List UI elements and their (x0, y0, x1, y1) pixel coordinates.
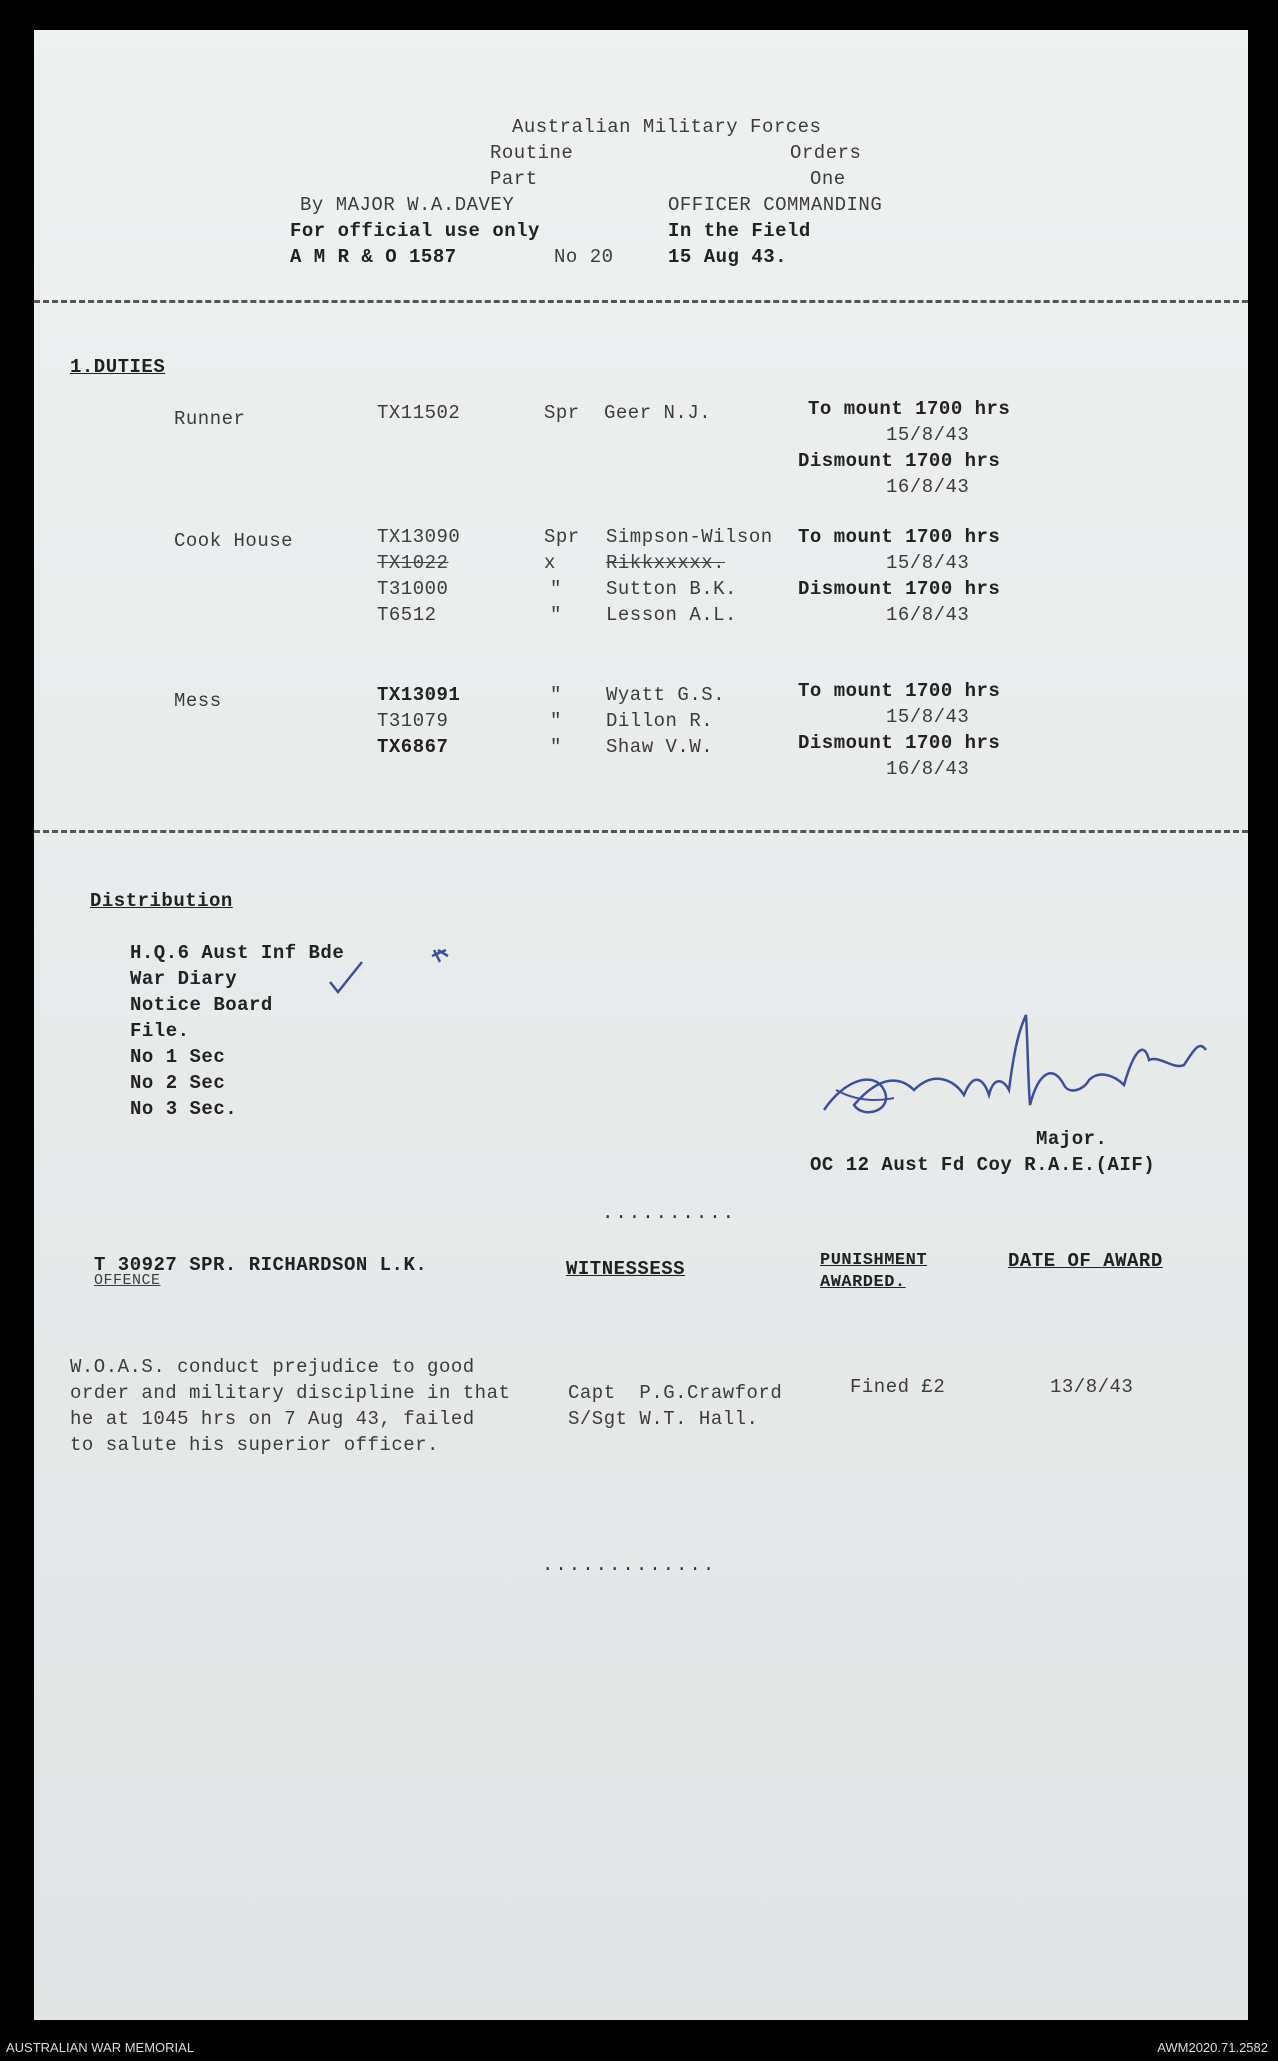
duties-rule (34, 830, 1248, 833)
duty-note: Dismount 1700 hrs (798, 450, 1001, 472)
service-number: TX13091 (377, 684, 461, 706)
rank: " (550, 710, 562, 732)
document-page (34, 30, 1248, 2020)
signature-rank: Major. (1036, 1128, 1108, 1150)
service-number: T6512 (377, 604, 437, 626)
awarded-label: AWARDED. (820, 1273, 906, 1292)
rank: " (550, 604, 562, 626)
duty-note: To mount 1700 hrs (798, 680, 1001, 702)
date-of-award-value: 13/8/43 (1050, 1376, 1134, 1398)
soldier-name: Shaw V.W. (606, 736, 714, 758)
header-amr: A M R & O 1587 (290, 246, 457, 268)
soldier-name: Rikkxxxxx. (606, 552, 726, 574)
service-number: TX11502 (377, 402, 461, 424)
pen-tick-marks (292, 938, 452, 1008)
end-separator: ............. (542, 1554, 717, 1576)
header-oc: OFFICER COMMANDING (668, 194, 883, 216)
distribution-item: No 2 Sec (130, 1072, 226, 1094)
header-part: Part (490, 168, 538, 190)
rank: " (550, 578, 562, 600)
offence-text-line: W.O.A.S. conduct prejudice to good (70, 1356, 475, 1378)
header-one: One (810, 168, 846, 190)
distribution-item: Notice Board (130, 994, 273, 1016)
signature-unit: OC 12 Aust Fd Coy R.A.E.(AIF) (810, 1154, 1156, 1176)
duty-note: To mount 1700 hrs (798, 526, 1001, 548)
signature-image (814, 1010, 1234, 1150)
distribution-item: File. (130, 1020, 190, 1042)
duty-note: 16/8/43 (886, 476, 970, 498)
duties-heading: 1.DUTIES (70, 356, 166, 378)
duty-note: 15/8/43 (886, 706, 970, 728)
distribution-item: War Diary (130, 968, 238, 990)
duty-role: Mess (174, 690, 222, 712)
duty-note: 16/8/43 (886, 758, 970, 780)
service-number: TX13090 (377, 526, 461, 548)
offence-label: OFFENCE (94, 1272, 161, 1289)
offence-text-line: to salute his superior officer. (70, 1434, 439, 1456)
duty-role: Runner (174, 408, 246, 430)
duty-role: Cook House (174, 530, 294, 552)
soldier-name: Sutton B.K. (606, 578, 737, 600)
duty-note: 16/8/43 (886, 604, 970, 626)
soldier-name: Wyatt G.S. (606, 684, 726, 706)
duty-note: Dismount 1700 hrs (798, 578, 1001, 600)
date-of-award-label: DATE OF AWARD (1008, 1250, 1163, 1272)
header-no: No 20 (554, 246, 614, 268)
soldier-name: Dillon R. (606, 710, 714, 732)
header-field: In the Field (668, 220, 811, 242)
header-official: For official use only (290, 220, 540, 242)
witnesses-label: WITNESSESS (566, 1258, 686, 1280)
offence-text-line: he at 1045 hrs on 7 Aug 43, failed (70, 1408, 475, 1430)
header-by: By MAJOR W.A.DAVEY (300, 194, 515, 216)
offence-text-line: order and military discipline in that (70, 1382, 511, 1404)
rank: " (550, 684, 562, 706)
rank: x (544, 552, 556, 574)
offence-soldier: T 30927 SPR. RICHARDSON L.K. (94, 1254, 428, 1276)
duty-note: To mount 1700 hrs (808, 398, 1011, 420)
header-rule (34, 300, 1248, 303)
duty-note: Dismount 1700 hrs (798, 732, 1001, 754)
header-title: Australian Military Forces (512, 116, 822, 138)
duty-note: 15/8/43 (886, 552, 970, 574)
distribution-item: No 1 Sec (130, 1046, 226, 1068)
distribution-item: H.Q.6 Aust Inf Bde (130, 942, 345, 964)
header-orders: Orders (790, 142, 862, 164)
section-separator: .......... (602, 1202, 737, 1224)
rank: " (550, 736, 562, 758)
service-number: TX6867 (377, 736, 449, 758)
witness: Capt P.G.Crawford (568, 1382, 783, 1404)
duty-note: 15/8/43 (886, 424, 970, 446)
header-date: 15 Aug 43. (668, 246, 788, 268)
service-number: TX1022 (377, 552, 449, 574)
distribution-item: No 3 Sec. (130, 1098, 238, 1120)
header-routine: Routine (490, 142, 574, 164)
punishment-value: Fined £2 (850, 1376, 946, 1398)
rank: Spr (544, 526, 580, 548)
witness: S/Sgt W.T. Hall. (568, 1408, 759, 1430)
soldier-name: Simpson-Wilson (606, 526, 773, 548)
distribution-heading: Distribution (90, 890, 233, 912)
service-number: T31000 (377, 578, 449, 600)
rank: Spr (544, 402, 580, 424)
service-number: T31079 (377, 710, 449, 732)
soldier-name: Lesson A.L. (606, 604, 737, 626)
soldier-name: Geer N.J. (604, 402, 712, 424)
punishment-label: PUNISHMENT (820, 1251, 928, 1270)
footer-source: AUSTRALIAN WAR MEMORIAL (6, 2040, 195, 2055)
footer-accession: AWM2020.71.2582 (1157, 2040, 1268, 2055)
